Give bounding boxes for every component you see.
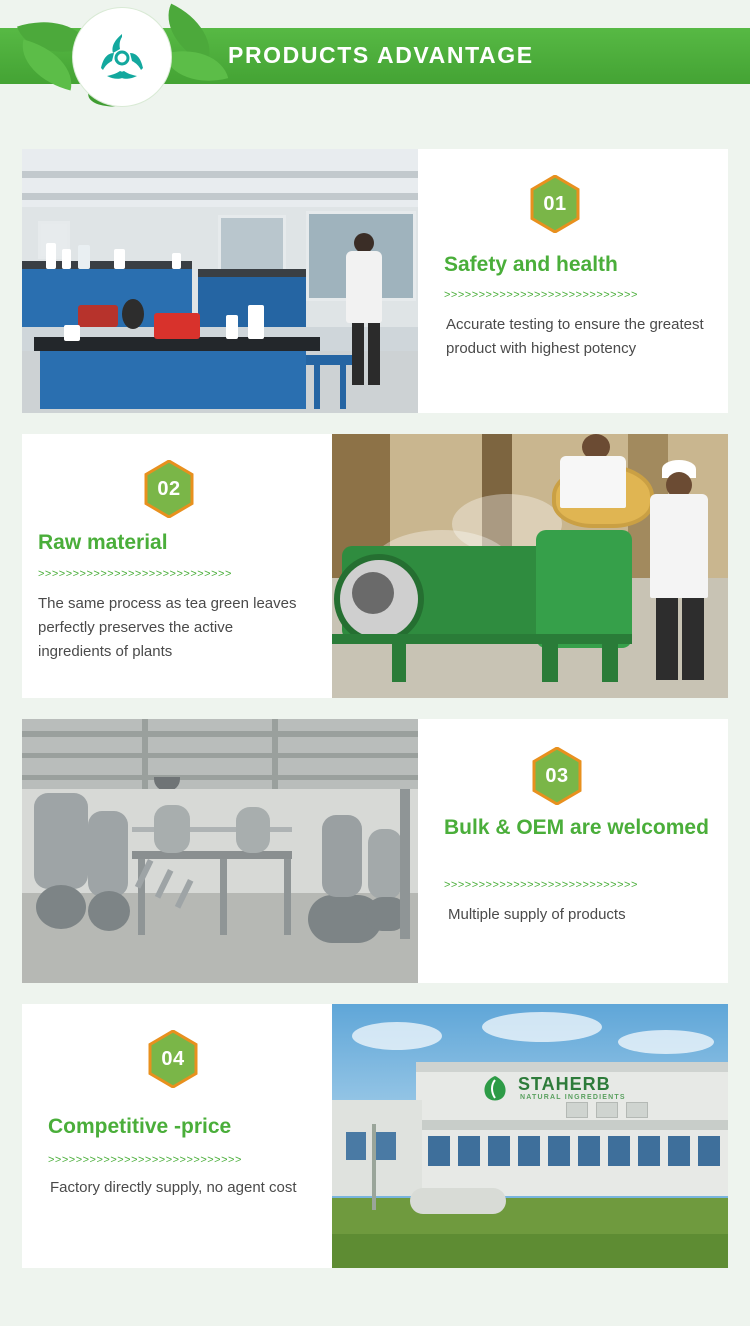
advantage-text-2 <box>22 434 332 698</box>
company-logo <box>18 2 223 108</box>
advantage-description: Accurate testing to ensure the greatest product with highest potency <box>446 316 704 357</box>
step-badge-04 <box>148 1030 198 1088</box>
page-title: PRODUCTS ADVANTAGE <box>228 42 534 68</box>
factory-building-photo <box>332 1004 728 1268</box>
advantage-text-3 <box>418 719 728 983</box>
arrow-divider: >>>>>>>>>>>>>>>>>>>>>>>>>>>> <box>444 289 638 301</box>
brand-leaf-icon <box>478 1074 512 1104</box>
advantage-title: Bulk & OEM are welcomed <box>444 816 709 839</box>
arrow-divider: >>>>>>>>>>>>>>>>>>>>>>>>>>>> <box>38 568 232 580</box>
step-badge-01 <box>530 175 580 233</box>
arrow-divider: >>>>>>>>>>>>>>>>>>>>>>>>>>>> <box>444 879 638 891</box>
badge-number: 04 <box>161 1047 185 1070</box>
arrow-divider: >>>>>>>>>>>>>>>>>>>>>>>>>>>> <box>48 1154 242 1166</box>
advantage-card <box>22 719 728 983</box>
laboratory-photo <box>22 149 418 413</box>
advantage-description: Multiple supply of products <box>448 906 626 923</box>
advantage-text-4 <box>22 1004 332 1268</box>
logo-circle <box>73 8 171 106</box>
advantage-card <box>22 149 728 413</box>
advantage-description: Factory directly supply, no agent cost <box>50 1179 297 1196</box>
advantage-title: Raw material <box>38 531 168 554</box>
building-tagline-text: NATURAL INGREDIENTS <box>520 1094 626 1101</box>
recycle-leaf-icon <box>93 28 151 86</box>
badge-number: 02 <box>157 477 181 500</box>
building-brand-text: STAHERB <box>518 1074 611 1094</box>
advantage-title: Competitive -price <box>48 1115 232 1138</box>
badge-number: 01 <box>543 192 567 215</box>
step-badge-03 <box>532 747 582 805</box>
advantage-description: The same process as tea green leaves perfectly preserves the active ingredients of plants <box>38 595 297 660</box>
step-badge-02 <box>144 460 194 518</box>
advantage-card <box>22 1004 728 1268</box>
tea-roasting-machine-photo <box>332 434 728 698</box>
extraction-workshop-photo <box>22 719 418 983</box>
advantage-text-1 <box>418 149 728 413</box>
advantage-card <box>22 434 728 698</box>
badge-number: 03 <box>545 764 569 787</box>
advantage-title: Safety and health <box>444 253 618 276</box>
page-header <box>0 0 750 108</box>
